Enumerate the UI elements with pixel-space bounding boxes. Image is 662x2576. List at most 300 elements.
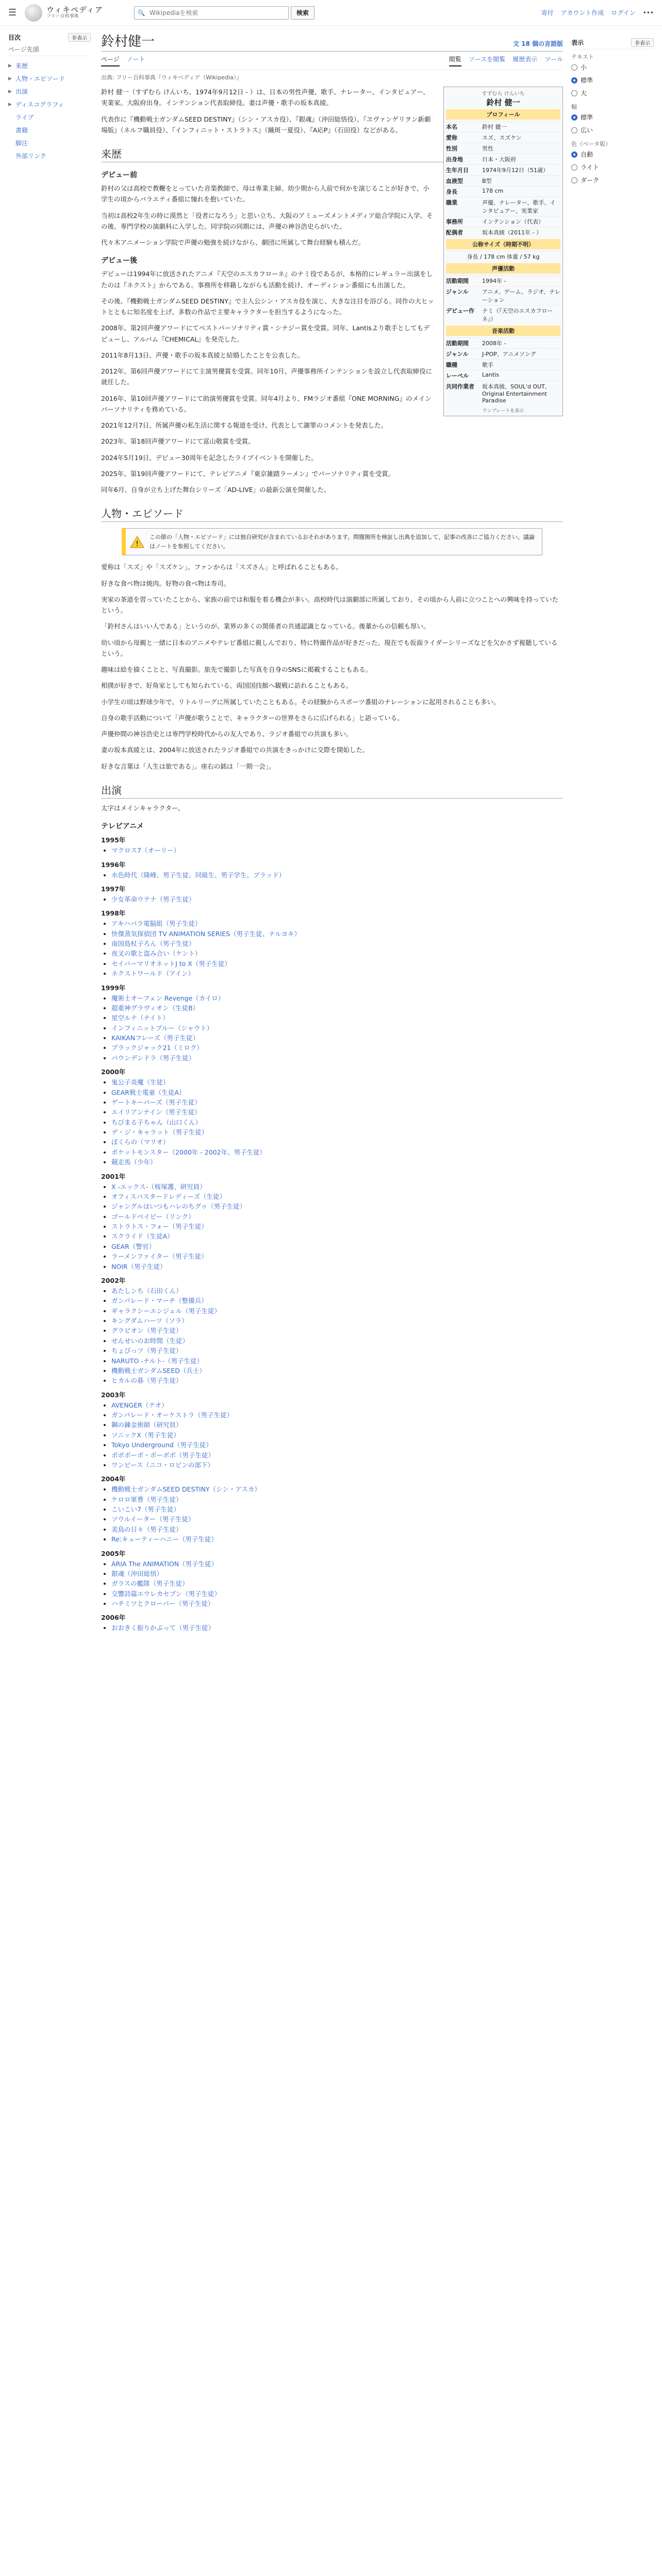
paragraph: 2016年、第10回声優アワードにて助演男優賞を受賞。同年4月より、FMラジオ番組『ONE MORNING』のメインパーソナリティを務めている。 (101, 394, 432, 413)
work-link[interactable]: ゲートキーパーズ（男子生徒） (111, 1098, 201, 1106)
tv-anime-list (101, 835, 563, 1633)
work-item (111, 1023, 563, 1033)
work-item (111, 1107, 563, 1117)
work-link[interactable]: 鋼の錬金術師（研究員） (111, 1421, 183, 1429)
paragraph: 鈴村の父は高校で教鞭をとっていた音楽教師で、母は専業主婦。幼少期から人前で何かを演じることが好きで、小学生の頃からバラエティ番組に憧れを抱いていた。 (101, 184, 429, 204)
appearance-title: 表示 (571, 39, 584, 46)
infobox-key: デビュー作 (446, 308, 474, 314)
infobox-key: 性別 (446, 145, 457, 152)
chevron-right-icon[interactable]: ▶ (8, 101, 12, 107)
logo-subtitle: フリー百科事典 (46, 13, 79, 19)
infobox-name: 鈴村 健一 (486, 98, 520, 107)
work-item (111, 1286, 563, 1296)
tab-view-source[interactable]: ソースを閲覧 (468, 56, 506, 63)
section-works: 出演 (101, 782, 563, 799)
year-heading: 1999年 (101, 984, 126, 992)
works-list (101, 1182, 563, 1272)
work-item (111, 1306, 563, 1316)
infobox (443, 87, 563, 416)
work-item (111, 1231, 563, 1241)
toc-item[interactable]: ▶ ディスコグラフィ (8, 101, 64, 108)
work-item (111, 959, 563, 969)
tab-read[interactable]: 閲覧 (449, 55, 461, 66)
work-item (111, 1569, 563, 1579)
search-button[interactable]: 検索 (291, 6, 315, 20)
toc-item[interactable]: ▶ 来歴 (8, 62, 28, 70)
work-link[interactable]: ポケットモンスター（2000年 - 2002年、男子生徒） (111, 1148, 267, 1156)
infobox-value: 坂本真綾、SOUL'd OUT、Original Entertainment Paradise (482, 383, 551, 404)
work-link[interactable]: 銀魂（沖田総悟） (111, 1569, 163, 1578)
works-list (101, 894, 563, 904)
work-link[interactable]: ワンピース（ニコ・ロビンの部下） (111, 1461, 214, 1469)
work-item (111, 939, 563, 948)
infobox-row (446, 143, 560, 154)
notice-text: この節の「人物・エピソード」には独自研究が含まれているおそれがあります。問題箇所を検証し出典を追加して、記事の改善にご協力ください。議論はノートを参照してください。 (150, 534, 535, 550)
year-heading: 2004年 (101, 1475, 126, 1483)
infobox-value: 坂本真綾（2011年 - ） (482, 229, 542, 236)
infobox-kana: すずむら けんいち (482, 91, 525, 97)
paragraph: 同年6月、自身が立ち上げた舞台シリーズ「AD-LIVE」の最新公演を開催した。 (101, 486, 330, 494)
logo-title: ウィキペディア (46, 5, 103, 15)
donate-link[interactable]: 寄付 (541, 9, 554, 16)
work-link[interactable]: ARIA The ANIMATION（男子生徒） (111, 1560, 218, 1568)
work-link[interactable]: 鬼公子炎魔（生徒） (111, 1078, 170, 1087)
works-note: 太字はメインキャラクター。 (101, 804, 185, 812)
more-options-icon[interactable]: ••• (642, 9, 654, 16)
work-item (111, 919, 563, 928)
toc-item[interactable]: 書籍 (15, 127, 28, 134)
paragraph: 小学生の頃は野球少年で、リトルリーグに所属していたこともある。その経験からスポーツ番組のナレーションに起用されることも多い。 (101, 698, 500, 706)
work-item (111, 929, 563, 939)
work-link[interactable]: 星空ルナ（ナイト） (111, 1014, 169, 1022)
work-link[interactable]: ハチミツとクローバー（男子生徒） (111, 1600, 214, 1608)
infobox-key: 本名 (446, 124, 457, 130)
login-link[interactable]: ログイン (611, 9, 636, 16)
work-item (111, 1420, 563, 1430)
work-link[interactable]: ヒカルの碁（男子生徒） (111, 1377, 183, 1385)
work-item (111, 1504, 563, 1514)
work-link[interactable]: ジャングルはいつもハレのちグゥ（男子生徒） (111, 1202, 246, 1211)
work-item (111, 1524, 563, 1534)
namespace-tabs (101, 55, 145, 66)
work-item (111, 993, 563, 1003)
work-item (111, 894, 563, 904)
work-item (111, 1053, 563, 1063)
work-item (111, 969, 563, 978)
work-item (111, 1534, 563, 1544)
work-link[interactable]: ボボボーボ・ボーボボ（男子生徒） (111, 1451, 215, 1459)
tab-history[interactable]: 履歴表示 (512, 56, 538, 63)
work-link[interactable]: Re:キューティーハニー（男子生徒） (111, 1535, 218, 1544)
infobox-value: 日本・大阪府 (482, 156, 516, 163)
work-link[interactable]: NARUTO -ナルト-（男子生徒） (111, 1357, 204, 1365)
appearance-header (571, 38, 654, 49)
year-heading: 2005年 (101, 1549, 126, 1557)
title-row (101, 29, 563, 52)
infobox-row (446, 132, 560, 143)
toc-hide-button[interactable]: 非表示 (68, 33, 91, 42)
infobox-key: ジャンル (446, 289, 469, 295)
work-link[interactable]: 夜叉の歌と盗み合い（ケント） (111, 950, 202, 958)
infobox-value: 声優、ナレーター、歌手、インタビュアー、実業家 (482, 199, 556, 214)
infobox-row (446, 286, 560, 305)
work-item (111, 1003, 563, 1013)
infobox-key: 身長 (446, 189, 457, 195)
infobox-row (446, 197, 560, 216)
toc-title: 目次 (8, 34, 21, 41)
infobox-row (446, 175, 560, 186)
warning-icon (130, 536, 144, 548)
paragraph: デビューは1994年に放送されたアニメ『天空のエスカフローネ』のナミ役であるが、本格的にレギュラー出演をしたのは『ネクスト』からである。事務所を移籍しながらも活動を続け、オーディション番組にも出演した。 (101, 270, 433, 289)
page-title: 鈴村健一 (101, 34, 155, 49)
work-link[interactable]: インフィニットブルー（シャウト） (111, 1024, 213, 1032)
search-form (134, 6, 315, 20)
width-option[interactable]: 広い (571, 124, 654, 137)
work-link[interactable]: アキハバラ電脳組（男子生徒） (111, 920, 202, 928)
work-link[interactable]: 快傑蒸気探偵団 TV ANIMATION SERIES（男子生徒、ナルヨキ） (111, 929, 301, 938)
paragraph: その後、『機動戦士ガンダムSEED DESTINY』で主人公シン・アスカ役を演じ、大きな注目を浴びる。同作の大ヒットとともに知名度を上げ、多数の作品で主要キャラクターを担当するようになった。 (101, 297, 434, 316)
lead-paragraph: 代表作に『機動戦士ガンダムSEED DESTINY』（シン・アスカ役）、『銀魂』（沖田総悟役）、『ヱヴァンゲリヲン新劇場版』（ネルフ職員役）、『インフィニット・ストラトス』（織斑一夏役）、『A応P』（石田役）などがある。 (101, 115, 431, 134)
works-list (101, 870, 563, 880)
paragraph: 2008年、第2回声優アワードにてベストパーソナリティ賞・シナジー賞を受賞。同年、Lantisより歌手としてもデビューし、アルバム『CHEMICAL』を発売した。 (101, 324, 430, 343)
year-heading: 2000年 (101, 1068, 126, 1076)
work-link[interactable]: 少女革命ウテナ（男子生徒） (111, 895, 195, 903)
infobox-row (446, 381, 560, 405)
toc-item[interactable]: 外部リンク (15, 152, 46, 160)
work-item (111, 948, 563, 958)
infobox-music-rows (446, 337, 560, 405)
year-heading: 1998年 (101, 909, 126, 918)
work-item (111, 1326, 563, 1335)
paragraph: 2021年12月7日、所属声優の私生活に関する報道を受け、代表として謝罪のコメントを発表した。 (101, 421, 388, 429)
infobox-key: 職業 (446, 199, 457, 206)
work-link[interactable]: ケロロ軍曹（男子生徒） (111, 1495, 183, 1503)
paragraph: 2024年5月19日、デビュー30周年を記念したライブイベントを開催した。 (101, 453, 318, 462)
paragraph: 2023年、第18回声優アワードにて富山敬賞を受賞。 (101, 437, 255, 446)
work-item (111, 1147, 563, 1157)
paragraph: 当初は高校2年生の時に漠然と「役者になろう」と思い立ち、大阪のアミューズメントメディア総合学院に入学。その後、専門学校の演劇科に入学した。同学院の同期には、声優の神谷浩史らがいた。 (101, 211, 433, 230)
works-list (101, 1077, 563, 1167)
paragraph: 趣味は絵を描くことと、写真撮影。旅先で撮影した写真を自身のSNSに掲載することもある。 (101, 666, 372, 674)
work-item (111, 1182, 563, 1192)
infobox-key: 活動期間 (446, 340, 469, 347)
chevron-right-icon[interactable]: ▶ (8, 89, 12, 94)
chevron-right-icon[interactable]: ▶ (8, 63, 12, 69)
work-link[interactable]: GEAR戦士電童（生徒A） (111, 1088, 186, 1096)
work-link[interactable]: キングダムハーツ（ソラ） (111, 1317, 188, 1325)
wikipedia-globe-icon[interactable] (25, 4, 42, 22)
work-link[interactable]: 交響詩篇エウレカセブン（男子生徒） (111, 1589, 221, 1598)
create-account-link[interactable]: アカウント作成 (560, 9, 604, 16)
infobox-key: レーベル (446, 372, 469, 379)
paragraph: 愛称は「スズ」や「スズケン」。ファンからは「スズさん」と呼ばれることもある。 (101, 563, 342, 571)
work-item (111, 1043, 563, 1053)
infobox-key: 血液型 (446, 178, 463, 184)
work-link[interactable]: グラビオン（男子生徒） (111, 1327, 183, 1335)
work-link[interactable]: 超重神グラヴィオン（生徒B） (111, 1004, 200, 1012)
year-heading: 2003年 (101, 1391, 126, 1399)
work-link[interactable]: ソニックX（男子生徒） (111, 1431, 180, 1439)
work-link[interactable]: ストラトス・フォー（男子生徒） (111, 1223, 208, 1231)
work-item (111, 1623, 563, 1633)
work-item (111, 1336, 563, 1346)
main-content (91, 26, 571, 1636)
toc-item[interactable]: ▶ 人物・エピソード (8, 75, 65, 82)
work-item (111, 1192, 563, 1201)
work-link[interactable]: あたしンち（石田くん） (111, 1286, 183, 1295)
person-text (101, 562, 563, 772)
color-option[interactable]: ダーク (571, 174, 654, 187)
infobox-value: インテンション（代表） (482, 218, 544, 225)
work-link[interactable]: ガラスの艦隊（男子生徒） (111, 1580, 189, 1588)
work-item (111, 1097, 563, 1107)
infobox-key: 職種 (446, 362, 457, 368)
text-size-option[interactable]: 大 (571, 87, 654, 99)
year-heading: 1995年 (101, 836, 126, 844)
toc-top-link[interactable]: ページ先頭 (8, 45, 91, 56)
original-research-notice (122, 528, 542, 555)
work-link[interactable]: ラーメンファイター（男子生徒） (111, 1252, 208, 1261)
table-of-contents (8, 26, 91, 1636)
year-heading: 1996年 (101, 860, 126, 869)
infobox-row (446, 337, 560, 348)
paragraph: 2025年、第19回声優アワードにて、テレビアニメ『東京雑踏ラーメン』でパーソナリティ賞を受賞。 (101, 469, 395, 478)
work-link[interactable]: ぼくらの（マリオ） (111, 1138, 170, 1146)
work-item (111, 1088, 563, 1097)
infobox-voice-rows (446, 275, 560, 324)
work-item (111, 1376, 563, 1385)
paragraph: 代々木アニメーション学院で声優の勉強を続けながら、劇団に所属して舞台経験も積んだ。 (101, 239, 365, 246)
infobox-section-music: 音楽活動 (446, 326, 560, 336)
infobox-value: 2008年 - (482, 340, 506, 347)
work-item (111, 1599, 563, 1608)
paragraph: 自身の歌手活動について「声優が歌うことで、キャラクターの世界をさらに広げられる」と語っている。 (101, 714, 404, 722)
work-link[interactable]: X -エックス-（桜塚護、研究員） (111, 1182, 206, 1191)
tab-talk[interactable]: ノート (126, 56, 145, 63)
work-item (111, 1033, 563, 1043)
appearance-hide-button[interactable]: 非表示 (631, 38, 654, 47)
view-tabs (449, 55, 563, 66)
infobox-value: アニメ、ゲーム、ラジオ、ナレーション (482, 289, 560, 303)
toc-item[interactable]: ライブ (15, 114, 34, 121)
works-list (101, 1286, 563, 1386)
works-list (101, 1559, 563, 1609)
work-link[interactable]: おおきく振りかぶって（男子生徒） (111, 1624, 215, 1632)
infobox-key: 愛称 (446, 134, 457, 141)
work-item (111, 1013, 563, 1023)
infobox-row (446, 359, 560, 370)
work-item (111, 1117, 563, 1127)
page-body (0, 26, 662, 1636)
text-size-option[interactable]: 標準 (571, 74, 654, 87)
paragraph: 妻の坂本真綾とは、2004年に放送されたラジオ番組での共演をきっかけに交際を開始した。 (101, 746, 369, 754)
year-heading: 1997年 (101, 885, 126, 893)
paragraph: 声優仲間の神谷浩史とは専門学校時代からの友人であり、ラジオ番組での共演も多い。 (101, 730, 353, 738)
work-link[interactable]: ガンパレード・マーチ（整備兵） (111, 1297, 208, 1305)
chevron-right-icon[interactable]: ▶ (8, 76, 12, 81)
infobox-section-voice: 声優活動 (446, 263, 560, 274)
year-heading: 2006年 (101, 1614, 126, 1622)
work-link[interactable]: ちょびっツ（男子生徒） (111, 1347, 183, 1355)
work-link[interactable]: NOIR（男子生徒） (111, 1262, 167, 1270)
work-link[interactable]: 美鳥の日々（男子生徒） (111, 1525, 183, 1533)
work-item (111, 1559, 563, 1569)
infobox-value: 1974年9月12日（51歳） (482, 167, 549, 174)
work-link[interactable]: ブラックジャック21（ミロク） (111, 1044, 203, 1052)
work-link[interactable]: AVENGER（テオ） (111, 1401, 168, 1409)
year-heading: 2002年 (101, 1276, 126, 1284)
infobox-row (446, 275, 560, 286)
work-link[interactable]: 南国島杖子ろん（男子生徒） (111, 940, 195, 948)
work-link[interactable]: ゴールドベイビー（リンク） (111, 1212, 195, 1221)
infobox-key: 出身地 (446, 156, 463, 163)
infobox-value: 鈴村 健一 (482, 124, 507, 130)
svg-text:!: ! (136, 539, 139, 548)
work-link[interactable]: オフィスバスタードレディーズ（生徒） (111, 1192, 226, 1200)
work-item (111, 1589, 563, 1599)
page-tabs (101, 52, 563, 70)
color-label: 色（ベータ版） (571, 141, 611, 147)
work-link[interactable]: 機動戦士ガンダムSEED（兵士） (111, 1366, 206, 1375)
work-link[interactable]: マクロス7（オーリー） (111, 846, 180, 855)
work-link[interactable]: 競走馬（少年） (111, 1158, 157, 1166)
infobox-value: Lantis (482, 371, 499, 378)
works-list (101, 1400, 563, 1470)
paragraph: 相撲が好きで、好角家としても知られている。両国国技館へ観戦に訪れることもある。 (101, 682, 353, 690)
work-item (111, 1514, 563, 1524)
main-menu-icon[interactable]: ☰ (8, 7, 17, 18)
works-list (101, 1484, 563, 1544)
work-item (111, 1410, 563, 1420)
work-item (111, 1077, 563, 1087)
work-link[interactable]: エイリアンナイン（男子生徒） (111, 1108, 201, 1116)
work-link[interactable]: ネクストワールド（アイン） (111, 970, 195, 978)
tab-tools[interactable]: ツール (544, 56, 563, 63)
work-link[interactable]: ガンパレード・オーケストラ（男子生徒） (111, 1411, 234, 1419)
work-item (111, 1296, 563, 1306)
work-link[interactable]: ギャラクシーエンジェル（男子生徒） (111, 1307, 221, 1315)
infobox-value: 1994年 - (482, 278, 506, 284)
paragraph: 好きな言葉は「人生は旅である」。座右の銘は「一期一会」。 (101, 762, 275, 770)
work-item (111, 845, 563, 855)
year-heading: 2001年 (101, 1172, 126, 1180)
works-list (101, 993, 563, 1063)
article-source-note: 出典: フリー百科事典『ウィキペディア（Wikipedia）』 (101, 74, 242, 81)
lead-paragraph: 鈴村 健一（すずむら けんいち、1974年9月12日 - ）は、日本の男性声優、歌手、ナレーター、インタビュアー、実業家。大阪府出身。インテンション代表取締役。妻は声優・歌手の坂本真綾。 (101, 88, 429, 107)
work-item (111, 1450, 563, 1460)
text-size-option[interactable]: 小 (571, 61, 654, 74)
infobox-key: 活動期間 (446, 278, 469, 284)
infobox-value: スズ、スズケン (482, 134, 522, 141)
work-item (111, 1222, 563, 1231)
subsection-after-debut: デビュー後 (101, 257, 137, 265)
section-history: 来歴 (101, 146, 563, 162)
work-link[interactable]: こいこい7（男子生徒） (111, 1505, 180, 1514)
work-item (111, 1495, 563, 1504)
wikipedia-wordmark[interactable] (46, 6, 103, 19)
work-item (111, 1366, 563, 1376)
search-box[interactable] (134, 6, 289, 20)
infobox-profile-rows (446, 121, 560, 238)
works-list (101, 1623, 563, 1633)
infobox-template-link[interactable]: テンプレートを表示 (482, 409, 524, 414)
search-input[interactable] (148, 9, 285, 17)
infobox-row (446, 370, 560, 381)
color-option[interactable]: 自動 (571, 148, 654, 161)
infobox-value: ナミ（『天空のエスカフローネ』） (482, 308, 553, 323)
infobox-row (446, 216, 560, 227)
work-link[interactable]: デ・ジ・キャラット（男子生徒） (111, 1128, 208, 1137)
paragraph: 幼い頃から母親と一緒に日本のアニメやテレビ番組に親しんでおり、特に特撮作品が好きだった。現在でも仮面ライダーシリーズなどを欠かさず視聴しているという。 (101, 638, 558, 657)
work-item (111, 1157, 563, 1167)
infobox-row (446, 348, 560, 359)
work-item (111, 1430, 563, 1440)
infobox-row (446, 164, 560, 175)
tab-page[interactable]: ページ (101, 55, 120, 66)
work-item (111, 870, 563, 880)
work-link[interactable]: 水色時代（隆峰、男子生徒、同級生、男子学生、ブラッド） (111, 871, 286, 879)
work-link[interactable]: 魔術士オーフェン Revenge（カイロ） (111, 994, 225, 1002)
paragraph: 「鈴村さんはいい人である」というのが、業界の多くの関係者の共通認識となっている。後輩からの信頼も厚い。 (101, 622, 430, 631)
search-icon: 🔍 (137, 9, 145, 16)
work-link[interactable]: パウンデンドラ（男子生徒） (111, 1054, 195, 1062)
work-item (111, 1316, 563, 1326)
infobox-row (446, 227, 560, 238)
work-item (111, 1262, 563, 1272)
appearance-panel (571, 26, 654, 1636)
works-list (101, 845, 563, 855)
language-button[interactable]: 文 18 個の言語版 (512, 40, 563, 47)
infobox-row (446, 186, 560, 197)
work-link[interactable]: セイバーマリオネットJ to X（男子生徒） (111, 959, 231, 968)
work-item (111, 1484, 563, 1494)
infobox-key: 生年月日 (446, 167, 469, 174)
work-link[interactable]: ちびまる子ちゃん（山口くん） (111, 1118, 202, 1126)
work-item (111, 1579, 563, 1588)
paragraph: 2012年、第6回声優アワードにて主演男優賞を受賞。同年10月、声優事務所インテンションを設立し代表取締役に就任した。 (101, 367, 432, 386)
infobox-size: 身長 / 178 cm 体重 / 57 kg (446, 251, 560, 262)
width-option[interactable]: 標準 (571, 111, 654, 124)
site-header (0, 0, 662, 26)
infobox-section-public-size: 公称サイズ（時期不明） (446, 239, 560, 249)
color-option[interactable]: ライト (571, 161, 654, 174)
work-item (111, 1137, 563, 1147)
paragraph: 2011年8月13日、声優・歌手の坂本真綾と結婚したことを公表した。 (101, 351, 304, 359)
work-item (111, 1346, 563, 1355)
work-link[interactable]: スクライド（生徒A） (111, 1232, 174, 1241)
section-person: 人物・エピソード (101, 505, 563, 522)
work-link[interactable]: KAIKANフレーズ（男子生徒） (111, 1034, 199, 1042)
infobox-row (446, 154, 560, 164)
work-link[interactable]: Tokyo Underground（男子生徒） (111, 1441, 212, 1449)
work-item (111, 1201, 563, 1211)
work-link[interactable]: ソウルイーター（男子生徒） (111, 1515, 195, 1523)
work-link[interactable]: せんせいのお時間（生徒） (111, 1336, 189, 1345)
infobox-value: 歌手 (482, 362, 493, 368)
work-item (111, 1242, 563, 1251)
paragraph: 実家の茶道を習っていたことから、家族の前では和服を着る機会が多い。高校時代は演劇部に所属しており、その頃から人前に立つことへの興味を持っていたという。 (101, 595, 559, 615)
infobox-value: B型 (482, 178, 492, 184)
toc-item[interactable]: 脚注 (15, 140, 28, 147)
work-link[interactable]: 機動戦士ガンダムSEED DESTINY（シン・アスカ） (111, 1485, 261, 1494)
works-list (101, 919, 563, 978)
work-link[interactable]: GEAR（警官） (111, 1242, 155, 1250)
infobox-row (446, 305, 560, 324)
width-label: 幅 (571, 104, 577, 110)
toc-item[interactable]: ▶ 出演 (8, 88, 28, 95)
paragraph: 好きな食べ物は焼肉。好物の食べ物は寿司。 (101, 579, 230, 587)
subsection-before-debut: デビュー前 (101, 171, 137, 179)
